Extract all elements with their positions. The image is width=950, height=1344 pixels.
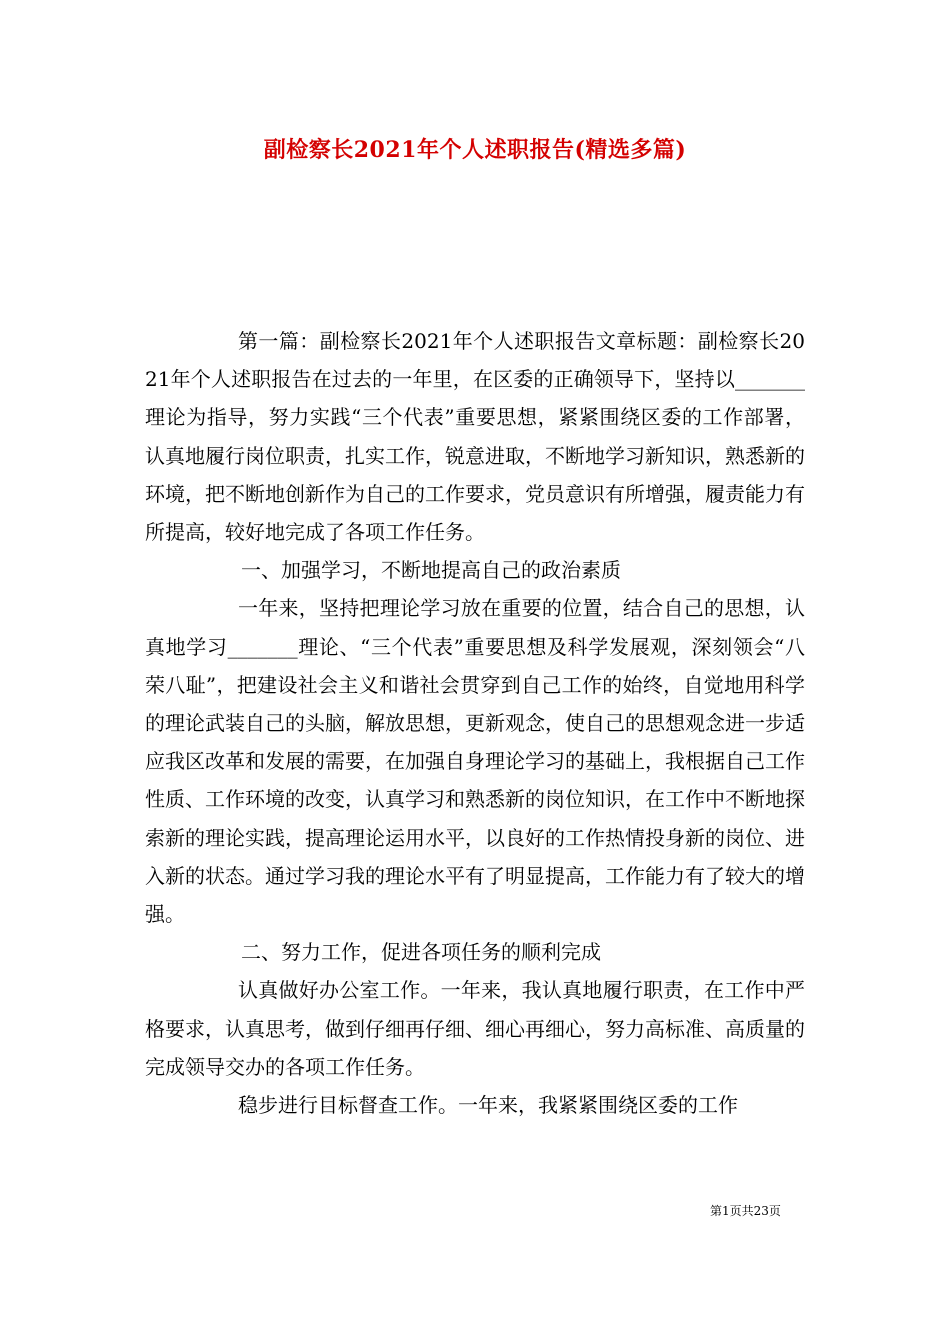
paragraph-study: 一年来，坚持把理论学习放在重要的位置，结合自己的思想，认真地学习_______理论、“三个代表”重要思想及科学发展观，深刻领会“八荣八耻”，把建设社会主义和谐社会贯穿到自己工作的始终，自觉地用科学的理论武装自己的头脑，解放思想，更新观念，使自己的思想观念进一步适应我区改革和发展的需要，在加强自身理论学习的基础上，我根据自己工作性质、工作环境的改变，认真学习和熟悉新的岗位知识，在工作中不断地探索新的理论实践，提高理论运用水平，以良好的工作热情投身新的岗位、进入新的状态。通过学习我的理论水平有了明显提高，工作能力有了较大的增强。 bbox=[145, 596, 805, 927]
page-number: 第1页共23页 bbox=[710, 1204, 781, 1218]
paragraph-office-work: 认真做好办公室工作。一年来，我认真地履行职责，在工作中严格要求，认真思考，做到仔细再仔细、细心再细心，努力高标准、高质量的完成领导交办的各项工作任务。 bbox=[145, 978, 805, 1079]
section-heading-1: 一、加强学习，不断地提高自己的政治素质 bbox=[241, 558, 621, 583]
document-title: 副检察长2021年个人述职报告(精选多篇) bbox=[263, 137, 687, 163]
document-body bbox=[145, 322, 805, 1124]
paragraph-supervision: 稳步进行目标督查工作。一年来，我紧紧围绕区委的工作 bbox=[238, 1093, 738, 1118]
paragraph-intro: 第一篇：副检察长2021年个人述职报告文章标题：副检察长2021年个人述职报告在过去的一年里，在区委的正确领导下，坚持以_______理论为指导，努力实践“三个代表”重要思想，紧紧围绕区委的工作部署，认真地履行岗位职责，扎实工作，锐意进取，不断地学习新知识，熟悉新的环境，把不断地创新作为自己的工作要求，党员意识有所增强，履责能力有所提高，较好地完成了各项工作任务。 bbox=[145, 329, 805, 545]
section-heading-2: 二、努力工作，促进各项任务的顺利完成 bbox=[241, 940, 601, 965]
